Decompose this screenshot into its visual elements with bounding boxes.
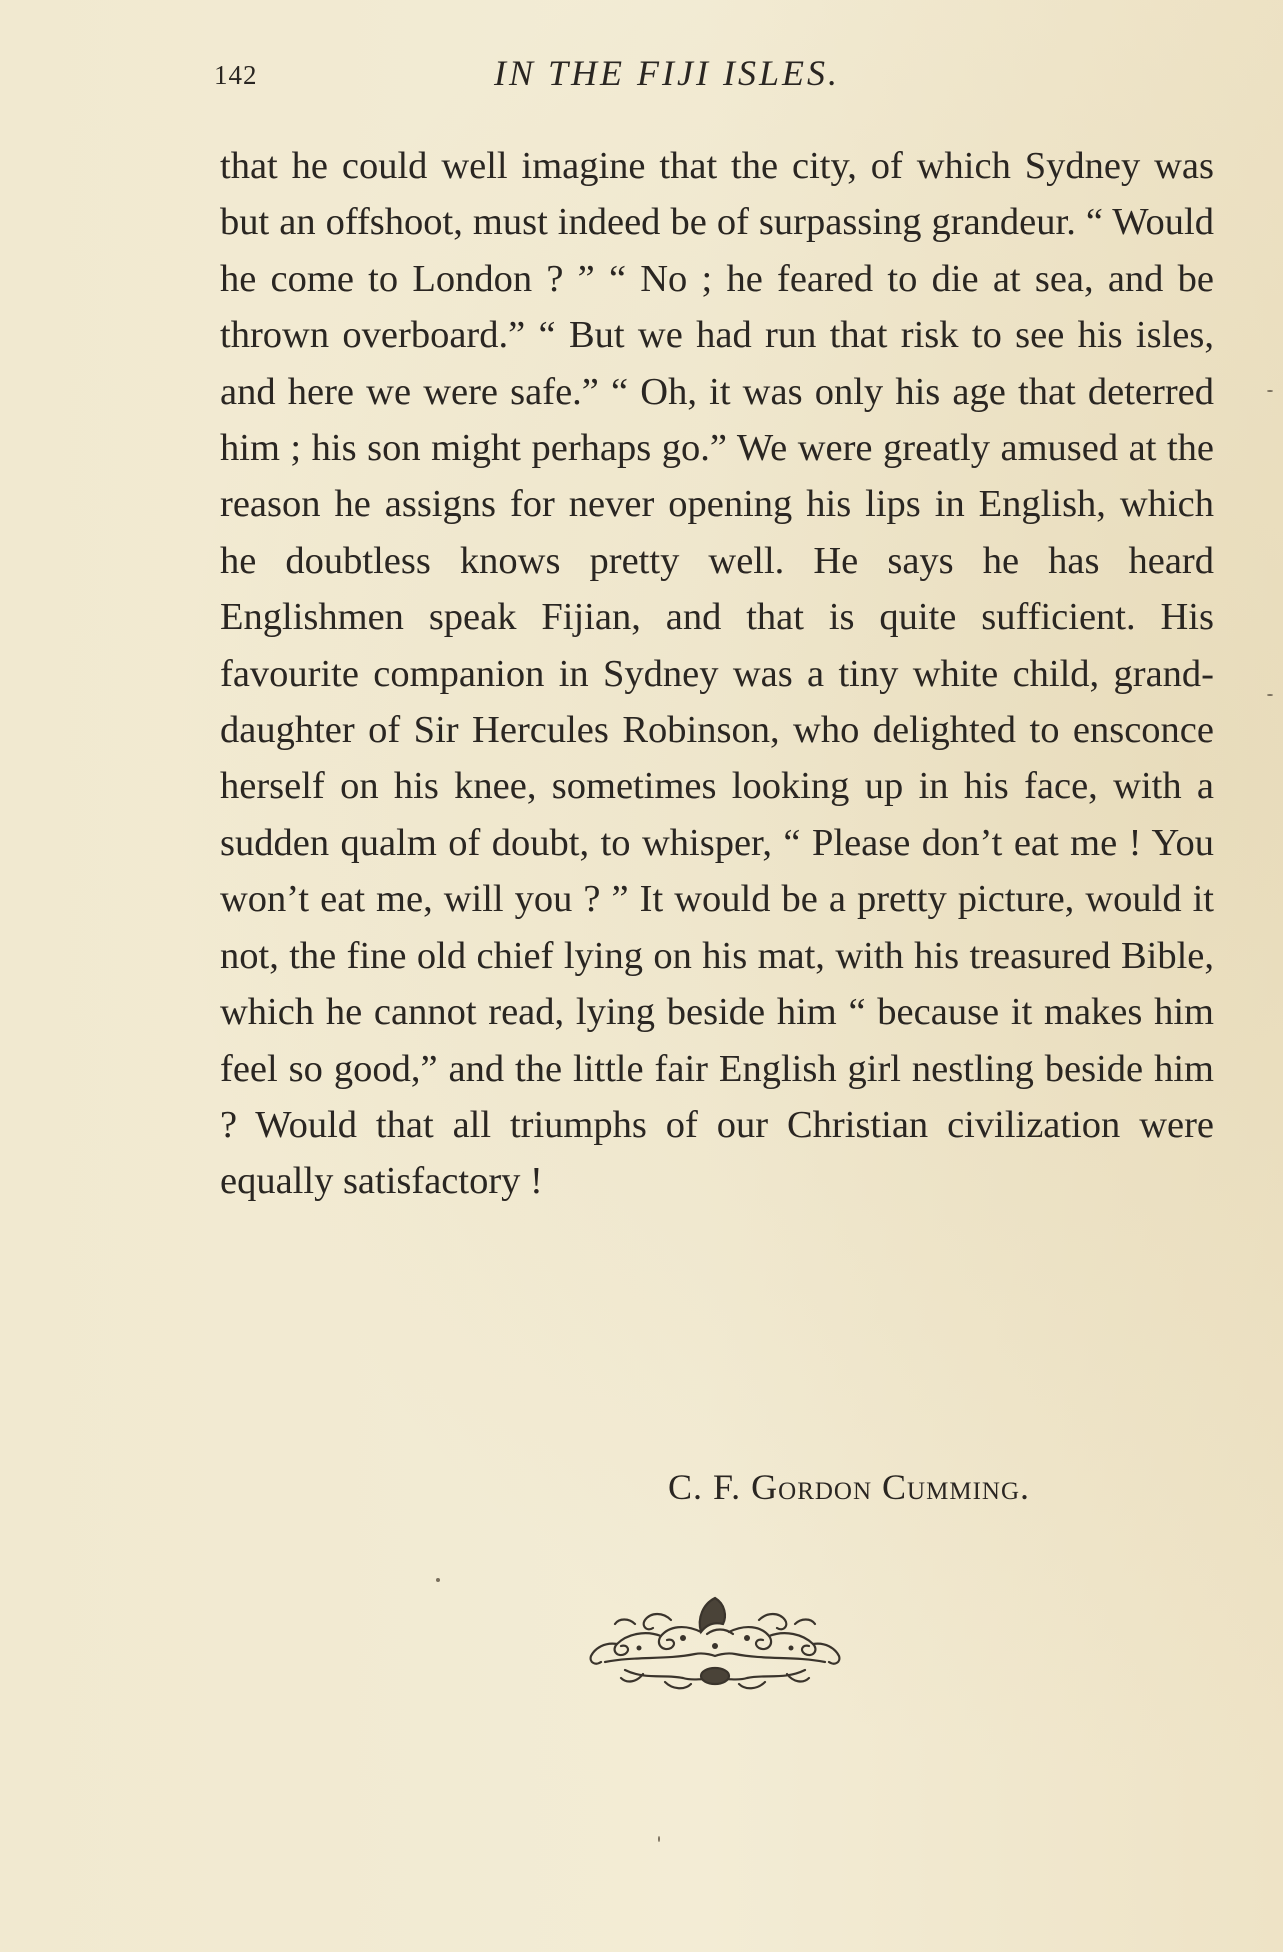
floral-tailpiece-icon [565,1590,865,1700]
running-title: IN THE FIJI ISLES. [494,53,840,93]
running-head [214,52,1214,96]
paper-speck [1267,694,1273,696]
page-number: 142 [214,60,258,90]
paper-speck [1267,390,1273,392]
paragraph: that he could well imagine that the city, of which Sydney was but an offshoot, must indeed be of surpassing grandeur. “ Would he come to London ? ” “ No ; he feared to die at sea, and be thrown overboard.” “ But we had run that risk to see his isles, and here we were safe.” “ Oh, it was only his age that deterred him ; his son might perhaps go.” We were greatly amused at the reason he assigns for never opening his lips in English, which he doubtless knows pretty well. He says he has heard Englishmen speak Fijian, and that is quite sufficient. His favourite companion in Sydney was a tiny white child, grand-daughter of Sir Hercules Robinson, who delighted to ensconce herself on his knee, sometimes looking up in his face, with a sudden qualm of doubt, to whisper, “ Please don’t eat me ! You won’t eat me, will you ? ” It would be a pretty picture, would it not, the fine old chief lying on his mat, with his treasured Bible, which he cannot read, lying beside him “ because it makes him feel so good,” and the little fair English girl nestling beside him ? Would that all triumphs of our Christian civilization were equally satisfactory ! [220,145,1214,1203]
paper-speck [436,1578,440,1582]
paper-speck [658,1836,660,1842]
author-signature: C. F. Gordon Cumming. [668,1467,1030,1507]
body-text [220,138,1214,1210]
